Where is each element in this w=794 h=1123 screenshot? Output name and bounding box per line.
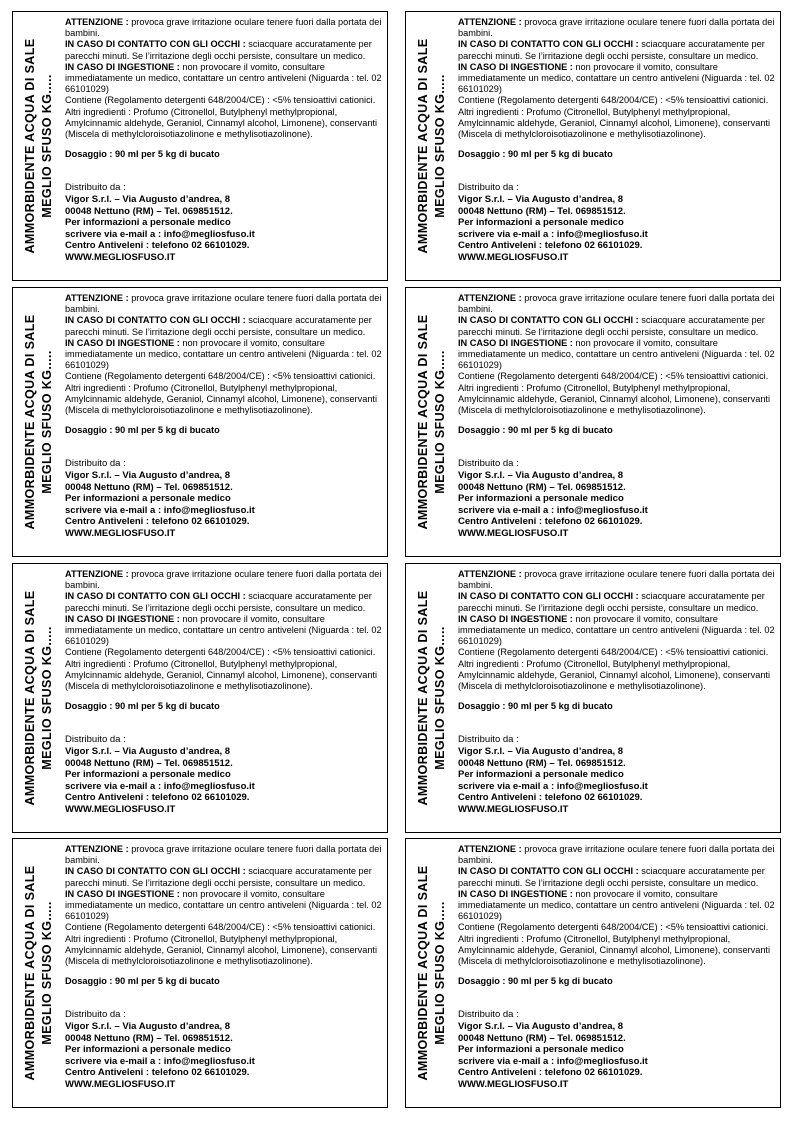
email-line: scrivere via e-mail a : info@megliosfuso.it: [458, 228, 648, 240]
product-subtitle: MEGLIO SFUSO KG.....: [40, 901, 54, 1045]
distributor-label: Distribuito da :: [458, 458, 519, 470]
medical-info: Per informazioni a personale medico: [458, 1044, 624, 1056]
warning-heading: ATTENZIONE :: [65, 569, 129, 579]
product-subtitle: MEGLIO SFUSO KG.....: [40, 350, 54, 494]
distributor-label: Distribuito da :: [65, 734, 126, 746]
eye-contact-heading: IN CASO DI CONTATTO CON GLI OCCHI :: [65, 39, 246, 50]
ingredients-text: Contiene (Regolamento detergenti 648/2004/CE) : <5% tensioattivi cationici. Altri ingredienti : Profumo (Citronellol, Butylphenyl methylpropional, Amylcinnamic aldehyde, Geraniol, Cinnamyl alcohol, Limonene), conservanti (Miscela di methylcloroisotiazolinone e methylisotiazolinone).: [458, 922, 771, 967]
product-subtitle: MEGLIO SFUSO KG.....: [40, 626, 54, 770]
ingredients-text: Contiene (Regolamento detergenti 648/2004/CE) : <5% tensioattivi cationici. Altri ingredienti : Profumo (Citronellol, Butylphenyl methylpropional, Amylcinnamic aldehyde, Geraniol, Cinnamyl alcohol, Limonene), conservanti (Miscela di methylcloroisotiazolinone e methylisotiazolinone).: [458, 371, 771, 416]
eye-contact-text: sciacquare accuratamente per parecchi minuti. Se l’irritazione degli occhi persiste, consultare un medico.: [458, 866, 765, 888]
warning-paragraph: [65, 293, 383, 315]
warning-text: provoca grave irritazione oculare tenere fuori dalla portata dei bambini.: [458, 569, 775, 591]
city-phone: 00048 Nettuno (RM) – Tel. 069851512.: [65, 1032, 233, 1044]
dosage-text: Dosaggio : 90 ml per 5 kg di bucato: [65, 149, 220, 160]
dosage-text: Dosaggio : 90 ml per 5 kg di bucato: [458, 149, 613, 160]
eye-contact-paragraph: [65, 39, 383, 61]
eye-contact-paragraph: [65, 315, 383, 337]
company-address: Vigor S.r.l. – Via Augusto d’andrea, 8: [458, 1021, 624, 1033]
company-address: Vigor S.r.l. – Via Augusto d’andrea, 8: [65, 1021, 231, 1033]
warning-paragraph: [65, 17, 383, 39]
warning-heading: ATTENZIONE :: [65, 293, 129, 303]
product-name: AMMORBIDENTE ACQUA DI SALE: [416, 314, 430, 530]
product-label: [12, 838, 388, 1108]
ingestion-text: non provocare il vomito, consultare immediatamente un medico, contattare un centro antiveleni (Niguarda : tel. 02 66101029): [65, 888, 382, 922]
side-title: [406, 839, 458, 1107]
ingestion-paragraph: [458, 338, 776, 372]
distributor-label: Distribuito da :: [65, 1009, 126, 1021]
product-subtitle: MEGLIO SFUSO KG.....: [433, 74, 447, 218]
ingestion-text: non provocare il vomito, consultare immediatamente un medico, contattare un centro antiveleni (Niguarda : tel. 02 66101029): [65, 61, 382, 95]
warning-heading: ATTENZIONE :: [65, 17, 129, 27]
dosage-text: Dosaggio : 90 ml per 5 kg di bucato: [65, 425, 220, 436]
warning-paragraph: [65, 569, 383, 591]
side-title: [406, 288, 458, 556]
ingredients-text: Contiene (Regolamento detergenti 648/2004/CE) : <5% tensioattivi cationici. Altri ingredienti : Profumo (Citronellol, Butylphenyl methylpropional, Amylcinnamic aldehyde, Geraniol, Cinnamyl alcohol, Limonene), conservanti (Miscela di methylcloroisotiazolinone e methylisotiazolinone).: [65, 95, 378, 140]
email-line: scrivere via e-mail a : info@megliosfuso.it: [458, 1055, 648, 1067]
warning-heading: ATTENZIONE :: [458, 17, 522, 27]
product-name: AMMORBIDENTE ACQUA DI SALE: [416, 38, 430, 254]
warning-paragraph: [458, 17, 776, 39]
distributor-block: [458, 182, 776, 263]
ingestion-heading: IN CASO DI INGESTIONE :: [458, 613, 573, 624]
distributor-label: Distribuito da :: [458, 1009, 519, 1021]
warning-heading: ATTENZIONE :: [458, 569, 522, 579]
label-body: [65, 17, 383, 264]
product-label: [405, 11, 781, 281]
label-body: [65, 844, 383, 1091]
product-label: [12, 563, 388, 833]
poison-center: Centro Antiveleni : telefono 02 66101029.: [458, 1067, 643, 1079]
poison-center: Centro Antiveleni : telefono 02 66101029.: [65, 240, 250, 252]
poison-center: Centro Antiveleni : telefono 02 66101029.: [458, 240, 643, 252]
city-phone: 00048 Nettuno (RM) – Tel. 069851512.: [458, 1032, 626, 1044]
side-title: [13, 564, 65, 832]
company-address: Vigor S.r.l. – Via Augusto d’andrea, 8: [65, 746, 231, 758]
website: WWW.MEGLIOSFUSO.IT: [458, 1079, 569, 1090]
warning-text: provoca grave irritazione oculare tenere fuori dalla portata dei bambini.: [65, 844, 382, 866]
eye-contact-text: sciacquare accuratamente per parecchi minuti. Se l’irritazione degli occhi persiste, consultare un medico.: [65, 315, 372, 337]
warning-text: provoca grave irritazione oculare tenere fuori dalla portata dei bambini.: [458, 293, 775, 315]
company-address: Vigor S.r.l. – Via Augusto d’andrea, 8: [458, 194, 624, 206]
label-body: [458, 293, 776, 540]
ingredients-text: Contiene (Regolamento detergenti 648/2004/CE) : <5% tensioattivi cationici. Altri ingredienti : Profumo (Citronellol, Butylphenyl methylpropional, Amylcinnamic aldehyde, Geraniol, Cinnamyl alcohol, Limonene), conservanti (Miscela di methylcloroisotiazolinone e methylisotiazolinone).: [65, 647, 378, 692]
ingestion-text: non provocare il vomito, consultare immediatamente un medico, contattare un centro antiveleni (Niguarda : tel. 02 66101029): [458, 61, 775, 95]
dosage-text: Dosaggio : 90 ml per 5 kg di bucato: [65, 701, 220, 712]
distributor-block: [65, 734, 383, 815]
side-title: [406, 12, 458, 280]
eye-contact-heading: IN CASO DI CONTATTO CON GLI OCCHI :: [458, 866, 639, 877]
side-title: [13, 288, 65, 556]
poison-center: Centro Antiveleni : telefono 02 66101029.: [65, 1067, 250, 1079]
eye-contact-paragraph: [458, 39, 776, 61]
warning-paragraph: [458, 844, 776, 866]
company-address: Vigor S.r.l. – Via Augusto d’andrea, 8: [458, 746, 624, 758]
poison-center: Centro Antiveleni : telefono 02 66101029.: [458, 792, 643, 804]
eye-contact-text: sciacquare accuratamente per parecchi minuti. Se l’irritazione degli occhi persiste, consultare un medico.: [458, 591, 765, 613]
eye-contact-text: sciacquare accuratamente per parecchi minuti. Se l’irritazione degli occhi persiste, consultare un medico.: [65, 39, 372, 61]
warning-heading: ATTENZIONE :: [458, 844, 522, 854]
dosage-text: Dosaggio : 90 ml per 5 kg di bucato: [458, 701, 613, 712]
side-title: [13, 12, 65, 280]
ingredients-text: Contiene (Regolamento detergenti 648/2004/CE) : <5% tensioattivi cationici. Altri ingredienti : Profumo (Citronellol, Butylphenyl methylpropional, Amylcinnamic aldehyde, Geraniol, Cinnamyl alcohol, Limonene), conservanti (Miscela di methylcloroisotiazolinone e methylisotiazolinone).: [65, 371, 378, 416]
distributor-label: Distribuito da :: [65, 458, 126, 470]
ingestion-heading: IN CASO DI INGESTIONE :: [458, 337, 573, 348]
product-label: [405, 838, 781, 1108]
dosage-text: Dosaggio : 90 ml per 5 kg di bucato: [458, 976, 613, 987]
ingestion-text: non provocare il vomito, consultare immediatamente un medico, contattare un centro antiveleni (Niguarda : tel. 02 66101029): [458, 888, 775, 922]
medical-info: Per informazioni a personale medico: [458, 217, 624, 229]
product-subtitle: MEGLIO SFUSO KG.....: [433, 901, 447, 1045]
medical-info: Per informazioni a personale medico: [65, 217, 231, 229]
warning-text: provoca grave irritazione oculare tenere fuori dalla portata dei bambini.: [65, 293, 382, 315]
website: WWW.MEGLIOSFUSO.IT: [65, 528, 176, 539]
ingestion-text: non provocare il vomito, consultare immediatamente un medico, contattare un centro antiveleni (Niguarda : tel. 02 66101029): [65, 337, 382, 371]
ingestion-heading: IN CASO DI INGESTIONE :: [65, 337, 180, 348]
medical-info: Per informazioni a personale medico: [65, 769, 231, 781]
eye-contact-paragraph: [65, 866, 383, 888]
warning-text: provoca grave irritazione oculare tenere fuori dalla portata dei bambini.: [65, 17, 382, 39]
eye-contact-text: sciacquare accuratamente per parecchi minuti. Se l’irritazione degli occhi persiste, consultare un medico.: [65, 591, 372, 613]
eye-contact-text: sciacquare accuratamente per parecchi minuti. Se l’irritazione degli occhi persiste, consultare un medico.: [458, 315, 765, 337]
warning-paragraph: [458, 293, 776, 315]
distributor-label: Distribuito da :: [458, 734, 519, 746]
distributor-block: [65, 182, 383, 263]
city-phone: 00048 Nettuno (RM) – Tel. 069851512.: [65, 205, 233, 217]
ingestion-paragraph: [65, 338, 383, 372]
dosage-text: Dosaggio : 90 ml per 5 kg di bucato: [65, 976, 220, 987]
side-title: [406, 564, 458, 832]
product-subtitle: MEGLIO SFUSO KG.....: [40, 74, 54, 218]
email-line: scrivere via e-mail a : info@megliosfuso.it: [458, 780, 648, 792]
company-address: Vigor S.r.l. – Via Augusto d’andrea, 8: [65, 470, 231, 482]
poison-center: Centro Antiveleni : telefono 02 66101029.: [65, 516, 250, 528]
ingestion-heading: IN CASO DI INGESTIONE :: [458, 61, 573, 72]
warning-paragraph: [65, 844, 383, 866]
eye-contact-heading: IN CASO DI CONTATTO CON GLI OCCHI :: [458, 591, 639, 602]
website: WWW.MEGLIOSFUSO.IT: [65, 804, 176, 815]
product-name: AMMORBIDENTE ACQUA DI SALE: [23, 314, 37, 530]
website: WWW.MEGLIOSFUSO.IT: [65, 1079, 176, 1090]
website: WWW.MEGLIOSFUSO.IT: [458, 804, 569, 815]
eye-contact-heading: IN CASO DI CONTATTO CON GLI OCCHI :: [65, 866, 246, 877]
poison-center: Centro Antiveleni : telefono 02 66101029.: [65, 792, 250, 804]
eye-contact-paragraph: [458, 591, 776, 613]
side-title: [13, 839, 65, 1107]
ingestion-heading: IN CASO DI INGESTIONE :: [65, 61, 180, 72]
eye-contact-paragraph: [458, 866, 776, 888]
city-phone: 00048 Nettuno (RM) – Tel. 069851512.: [458, 481, 626, 493]
product-name: AMMORBIDENTE ACQUA DI SALE: [23, 590, 37, 806]
website: WWW.MEGLIOSFUSO.IT: [458, 252, 569, 263]
warning-heading: ATTENZIONE :: [458, 293, 522, 303]
product-name: AMMORBIDENTE ACQUA DI SALE: [23, 38, 37, 254]
ingestion-paragraph: [458, 62, 776, 96]
eye-contact-heading: IN CASO DI CONTATTO CON GLI OCCHI :: [458, 39, 639, 50]
label-body: [458, 844, 776, 1091]
poison-center: Centro Antiveleni : telefono 02 66101029.: [458, 516, 643, 528]
city-phone: 00048 Nettuno (RM) – Tel. 069851512.: [65, 481, 233, 493]
product-subtitle: MEGLIO SFUSO KG.....: [433, 350, 447, 494]
warning-text: provoca grave irritazione oculare tenere fuori dalla portata dei bambini.: [65, 569, 382, 591]
label-body: [65, 293, 383, 540]
distributor-block: [65, 458, 383, 539]
medical-info: Per informazioni a personale medico: [458, 493, 624, 505]
product-name: AMMORBIDENTE ACQUA DI SALE: [416, 590, 430, 806]
dosage-text: Dosaggio : 90 ml per 5 kg di bucato: [458, 425, 613, 436]
label-body: [65, 569, 383, 816]
product-label: [12, 287, 388, 557]
ingestion-heading: IN CASO DI INGESTIONE :: [65, 888, 180, 899]
website: WWW.MEGLIOSFUSO.IT: [458, 528, 569, 539]
email-line: scrivere via e-mail a : info@megliosfuso.it: [458, 504, 648, 516]
eye-contact-heading: IN CASO DI CONTATTO CON GLI OCCHI :: [458, 315, 639, 326]
label-body: [458, 17, 776, 264]
distributor-block: [65, 1009, 383, 1090]
eye-contact-paragraph: [458, 315, 776, 337]
ingestion-paragraph: [65, 614, 383, 648]
eye-contact-paragraph: [65, 591, 383, 613]
city-phone: 00048 Nettuno (RM) – Tel. 069851512.: [458, 757, 626, 769]
warning-text: provoca grave irritazione oculare tenere fuori dalla portata dei bambini.: [458, 17, 775, 39]
warning-text: provoca grave irritazione oculare tenere fuori dalla portata dei bambini.: [458, 844, 775, 866]
ingredients-text: Contiene (Regolamento detergenti 648/2004/CE) : <5% tensioattivi cationici. Altri ingredienti : Profumo (Citronellol, Butylphenyl methylpropional, Amylcinnamic aldehyde, Geraniol, Cinnamyl alcohol, Limonene), conservanti (Miscela di methylcloroisotiazolinone e methylisotiazolinone).: [65, 922, 378, 967]
ingredients-text: Contiene (Regolamento detergenti 648/2004/CE) : <5% tensioattivi cationici. Altri ingredienti : Profumo (Citronellol, Butylphenyl methylpropional, Amylcinnamic aldehyde, Geraniol, Cinnamyl alcohol, Limonene), conservanti (Miscela di methylcloroisotiazolinone e methylisotiazolinone).: [458, 647, 771, 692]
ingestion-paragraph: [65, 889, 383, 923]
warning-heading: ATTENZIONE :: [65, 844, 129, 854]
distributor-block: [458, 458, 776, 539]
medical-info: Per informazioni a personale medico: [65, 493, 231, 505]
product-name: AMMORBIDENTE ACQUA DI SALE: [23, 865, 37, 1081]
label-body: [458, 569, 776, 816]
ingestion-paragraph: [458, 614, 776, 648]
distributor-block: [458, 734, 776, 815]
city-phone: 00048 Nettuno (RM) – Tel. 069851512.: [65, 757, 233, 769]
medical-info: Per informazioni a personale medico: [458, 769, 624, 781]
website: WWW.MEGLIOSFUSO.IT: [65, 252, 176, 263]
product-name: AMMORBIDENTE ACQUA DI SALE: [416, 865, 430, 1081]
eye-contact-text: sciacquare accuratamente per parecchi minuti. Se l’irritazione degli occhi persiste, consultare un medico.: [65, 866, 372, 888]
email-line: scrivere via e-mail a : info@megliosfuso.it: [65, 1055, 255, 1067]
product-subtitle: MEGLIO SFUSO KG.....: [433, 626, 447, 770]
ingestion-paragraph: [65, 62, 383, 96]
ingestion-heading: IN CASO DI INGESTIONE :: [458, 888, 573, 899]
ingestion-text: non provocare il vomito, consultare immediatamente un medico, contattare un centro antiveleni (Niguarda : tel. 02 66101029): [458, 613, 775, 647]
distributor-label: Distribuito da :: [65, 182, 126, 194]
distributor-label: Distribuito da :: [458, 182, 519, 194]
eye-contact-text: sciacquare accuratamente per parecchi minuti. Se l’irritazione degli occhi persiste, consultare un medico.: [458, 39, 765, 61]
email-line: scrivere via e-mail a : info@megliosfuso.it: [65, 780, 255, 792]
eye-contact-heading: IN CASO DI CONTATTO CON GLI OCCHI :: [65, 315, 246, 326]
medical-info: Per informazioni a personale medico: [65, 1044, 231, 1056]
eye-contact-heading: IN CASO DI CONTATTO CON GLI OCCHI :: [65, 591, 246, 602]
distributor-block: [458, 1009, 776, 1090]
warning-paragraph: [458, 569, 776, 591]
company-address: Vigor S.r.l. – Via Augusto d’andrea, 8: [65, 194, 231, 206]
ingestion-text: non provocare il vomito, consultare immediatamente un medico, contattare un centro antiveleni (Niguarda : tel. 02 66101029): [458, 337, 775, 371]
city-phone: 00048 Nettuno (RM) – Tel. 069851512.: [458, 205, 626, 217]
ingestion-heading: IN CASO DI INGESTIONE :: [65, 613, 180, 624]
email-line: scrivere via e-mail a : info@megliosfuso.it: [65, 504, 255, 516]
ingestion-paragraph: [458, 889, 776, 923]
company-address: Vigor S.r.l. – Via Augusto d’andrea, 8: [458, 470, 624, 482]
ingredients-text: Contiene (Regolamento detergenti 648/2004/CE) : <5% tensioattivi cationici. Altri ingredienti : Profumo (Citronellol, Butylphenyl methylpropional, Amylcinnamic aldehyde, Geraniol, Cinnamyl alcohol, Limonene), conservanti (Miscela di methylcloroisotiazolinone e methylisotiazolinone).: [458, 95, 771, 140]
product-label: [12, 11, 388, 281]
product-label: [405, 287, 781, 557]
ingestion-text: non provocare il vomito, consultare immediatamente un medico, contattare un centro antiveleni (Niguarda : tel. 02 66101029): [65, 613, 382, 647]
email-line: scrivere via e-mail a : info@megliosfuso.it: [65, 228, 255, 240]
product-label: [405, 563, 781, 833]
